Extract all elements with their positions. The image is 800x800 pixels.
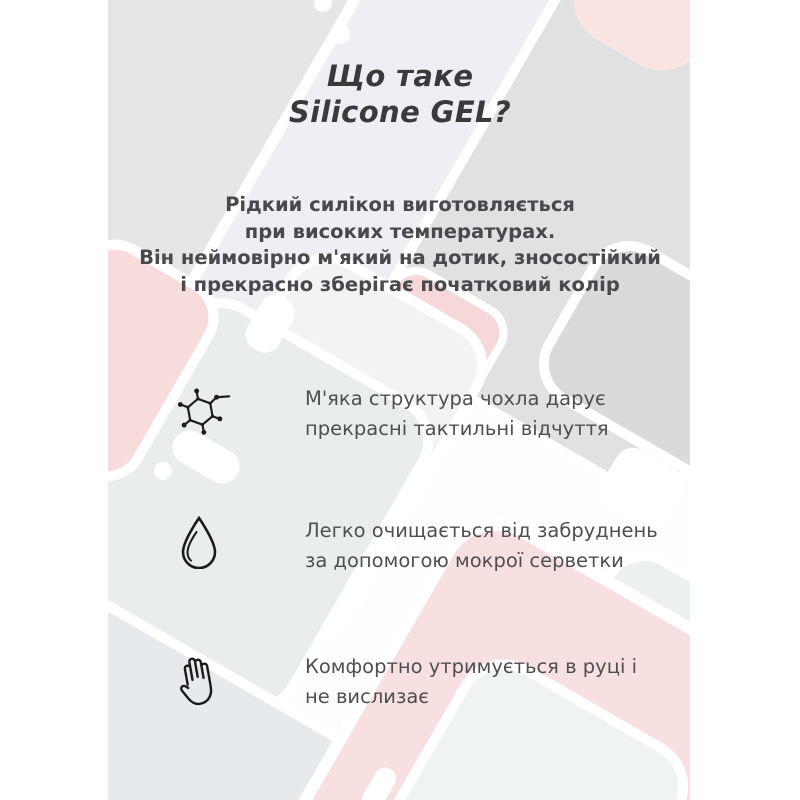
feature-text-comfort-grip bbox=[305, 652, 637, 712]
feature-line: М'яка структура чохла дарує bbox=[305, 387, 606, 410]
molecule-icon bbox=[174, 376, 232, 440]
page-title-line-2: Silicone GEL? bbox=[288, 95, 512, 129]
hand-icon bbox=[174, 649, 220, 711]
intro-paragraph bbox=[0, 192, 800, 298]
intro-line: Рідкий силікон виготовляється bbox=[225, 193, 575, 216]
feature-line: прекрасні тактильні відчуття bbox=[305, 417, 609, 440]
feature-line: Комфортно утримується в руці і bbox=[305, 655, 638, 678]
feature-text-easy-cleaning bbox=[305, 516, 658, 576]
intro-line: і прекрасно зберігає початковий колір bbox=[180, 272, 620, 296]
feature-line: Легко очищається від забруднень bbox=[305, 519, 658, 542]
feature-text-soft-structure bbox=[305, 384, 609, 444]
feature-line: не вислизає bbox=[305, 685, 429, 708]
water-drop-icon bbox=[179, 515, 219, 569]
page-title bbox=[0, 58, 800, 130]
intro-line: Він неймовірно м'який на дотик, зносостійкий bbox=[139, 246, 661, 269]
intro-line: при високих температурах. bbox=[244, 219, 556, 243]
feature-line: за допомогою мокрої серветки bbox=[305, 549, 624, 572]
page-title-line-1: Що таке bbox=[326, 59, 474, 93]
